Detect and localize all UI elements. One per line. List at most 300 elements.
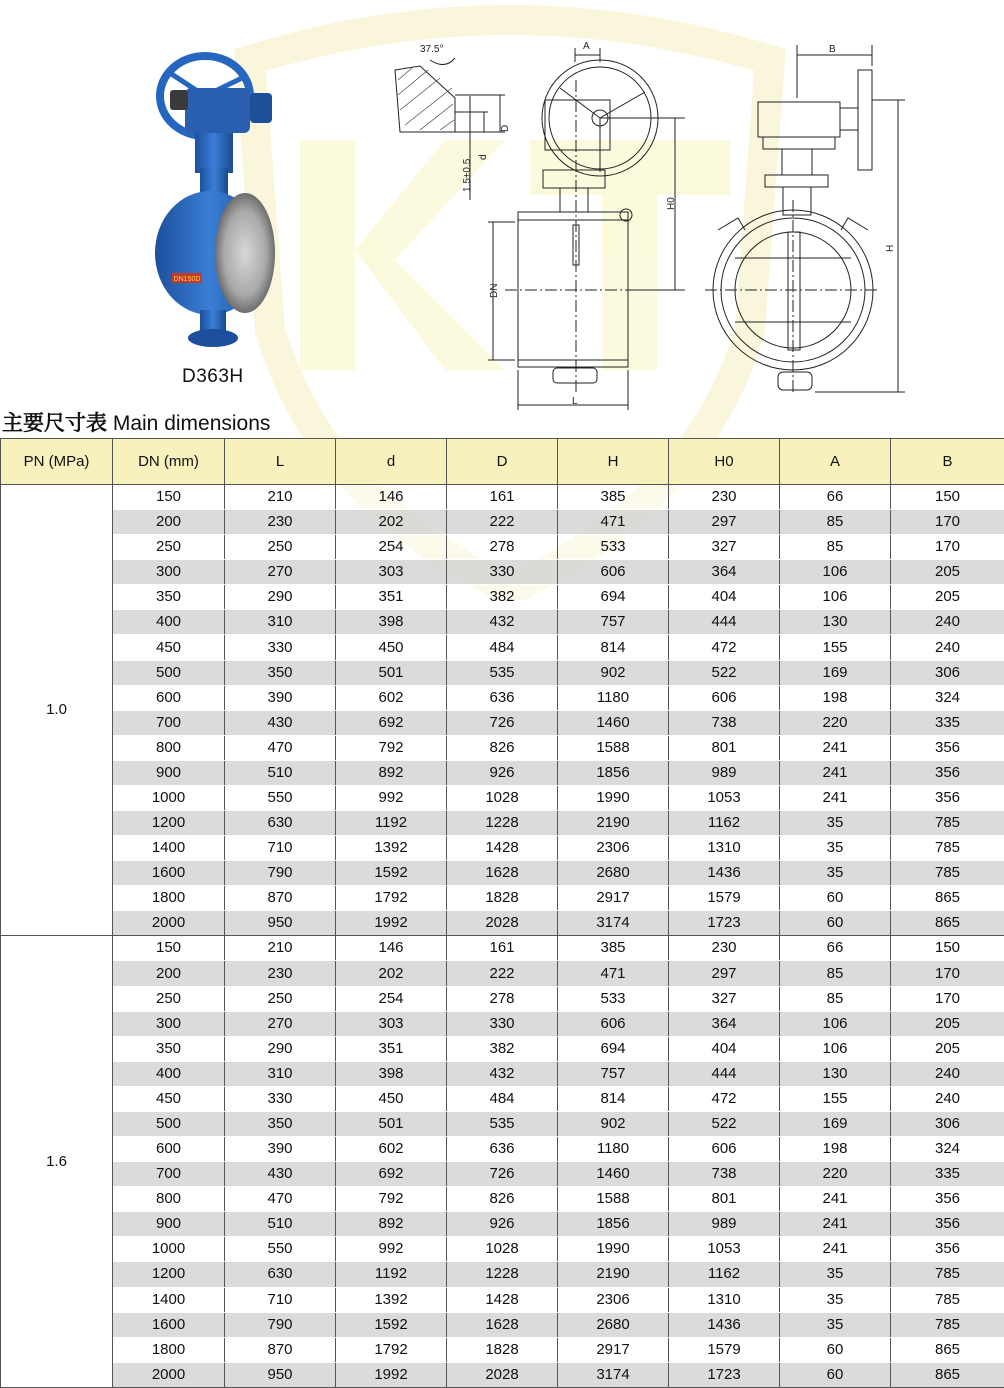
table-cell: 60 [780, 1362, 891, 1387]
table-cell: 85 [780, 510, 891, 535]
table-row [1, 986, 1004, 1011]
table-cell: 1856 [558, 1212, 669, 1237]
table-cell: 202 [336, 510, 447, 535]
table-cell: 471 [558, 510, 669, 535]
table-cell: 85 [780, 986, 891, 1011]
table-cell: 364 [669, 560, 780, 585]
drawing-label-b: B [829, 44, 836, 55]
table-row [1, 785, 1004, 810]
table-cell: 297 [669, 961, 780, 986]
table-cell: 692 [336, 1162, 447, 1187]
table-row [1, 1036, 1004, 1061]
table-row [1, 660, 1004, 685]
table-cell: 155 [780, 1086, 891, 1111]
table-cell: 602 [336, 685, 447, 710]
table-cell: 210 [225, 936, 336, 961]
table-cell: 222 [447, 961, 558, 986]
table-cell: 501 [336, 1111, 447, 1136]
table-cell: 1588 [558, 1187, 669, 1212]
table-cell: 989 [669, 760, 780, 785]
table-cell: 1992 [336, 1362, 447, 1387]
table-cell: 150 [113, 936, 225, 961]
table-cell: 1228 [447, 1262, 558, 1287]
table-cell: 351 [336, 1036, 447, 1061]
table-cell: 2680 [558, 861, 669, 886]
table-row [1, 560, 1004, 585]
table-cell: 1310 [669, 1287, 780, 1312]
table-cell: 606 [558, 1011, 669, 1036]
table-cell: 222 [447, 510, 558, 535]
table-row [1, 735, 1004, 760]
table-cell: 350 [113, 585, 225, 610]
table-cell: 950 [225, 1362, 336, 1387]
table-cell: 200 [113, 510, 225, 535]
table-cell: 700 [113, 710, 225, 735]
table-row [1, 1287, 1004, 1312]
table-cell: 738 [669, 1162, 780, 1187]
table-cell: 1600 [113, 861, 225, 886]
table-header-row [1, 439, 1004, 485]
table-cell: 290 [225, 585, 336, 610]
table-cell: 450 [113, 1086, 225, 1111]
table-cell: 241 [780, 785, 891, 810]
table-cell: 484 [447, 1086, 558, 1111]
table-cell: 241 [780, 1187, 891, 1212]
table-cell: 385 [558, 485, 669, 510]
table-cell: 522 [669, 1111, 780, 1136]
table-cell: 306 [891, 660, 1004, 685]
column-header: PN (MPa) [1, 439, 113, 485]
table-cell: 350 [225, 660, 336, 685]
table-cell: 169 [780, 1111, 891, 1136]
table-cell: 198 [780, 1137, 891, 1162]
table-cell: 66 [780, 936, 891, 961]
table-row [1, 1086, 1004, 1111]
table-cell: 2306 [558, 1287, 669, 1312]
table-cell: 161 [447, 936, 558, 961]
table-cell: 792 [336, 1187, 447, 1212]
table-row [1, 886, 1004, 911]
dimensions-table [0, 438, 1004, 1388]
table-cell: 1628 [447, 1312, 558, 1337]
table-row [1, 1337, 1004, 1362]
table-cell: 470 [225, 735, 336, 760]
table-cell: 430 [225, 1162, 336, 1187]
table-cell: 692 [336, 710, 447, 735]
table-cell: 240 [891, 635, 1004, 660]
table-cell: 2028 [447, 911, 558, 936]
table-row [1, 836, 1004, 861]
table-cell: 1180 [558, 1137, 669, 1162]
table-cell: 892 [336, 1212, 447, 1237]
table-cell: 430 [225, 710, 336, 735]
table-cell: 60 [780, 911, 891, 936]
table-cell: 327 [669, 535, 780, 560]
table-cell: 1792 [336, 1337, 447, 1362]
table-row [1, 1187, 1004, 1212]
table-cell: 398 [336, 610, 447, 635]
table-cell: 900 [113, 1212, 225, 1237]
table-cell: 35 [780, 1287, 891, 1312]
table-cell: 710 [225, 1287, 336, 1312]
table-cell: 400 [113, 1061, 225, 1086]
table-row [1, 585, 1004, 610]
table-cell: 297 [669, 510, 780, 535]
table-cell: 254 [336, 535, 447, 560]
table-cell: 241 [780, 1212, 891, 1237]
table-cell: 356 [891, 735, 1004, 760]
table-cell: 200 [113, 961, 225, 986]
table-cell: 926 [447, 1212, 558, 1237]
table-cell: 472 [669, 1086, 780, 1111]
table-cell: 801 [669, 1187, 780, 1212]
table-cell: 155 [780, 635, 891, 660]
table-cell: 150 [891, 485, 1004, 510]
drawing-label-h0: H0 [666, 197, 677, 210]
table-cell: 66 [780, 485, 891, 510]
table-cell: 170 [891, 535, 1004, 560]
table-cell: 814 [558, 1086, 669, 1111]
table-cell: 205 [891, 585, 1004, 610]
table-row [1, 1061, 1004, 1086]
table-cell: 356 [891, 1187, 1004, 1212]
table-cell: 324 [891, 1137, 1004, 1162]
column-header: L [225, 439, 336, 485]
table-cell: 2190 [558, 811, 669, 836]
drawing-label-small-d: d [478, 154, 489, 160]
table-row [1, 610, 1004, 635]
table-cell: 785 [891, 1287, 1004, 1312]
column-header: D [447, 439, 558, 485]
valve-photo [150, 48, 285, 358]
table-cell: 250 [225, 535, 336, 560]
table-cell: 636 [447, 685, 558, 710]
table-cell: 106 [780, 1011, 891, 1036]
table-cell: 169 [780, 660, 891, 685]
table-cell: 230 [669, 936, 780, 961]
table-cell: 240 [891, 610, 1004, 635]
table-cell: 450 [336, 1086, 447, 1111]
table-cell: 636 [447, 1137, 558, 1162]
table-cell: 1436 [669, 1312, 780, 1337]
table-row [1, 1137, 1004, 1162]
table-cell: 471 [558, 961, 669, 986]
table-row [1, 1262, 1004, 1287]
table-row [1, 1212, 1004, 1237]
table-cell: 198 [780, 685, 891, 710]
table-cell: 356 [891, 785, 1004, 810]
table-cell: 785 [891, 861, 1004, 886]
table-cell: 1723 [669, 911, 780, 936]
table-cell: 1028 [447, 1237, 558, 1262]
table-cell: 1600 [113, 1312, 225, 1337]
table-cell: 726 [447, 710, 558, 735]
table-cell: 202 [336, 961, 447, 986]
table-row [1, 961, 1004, 986]
table-cell: 161 [447, 485, 558, 510]
drawing-label-h: H [885, 244, 896, 252]
table-cell: 1200 [113, 811, 225, 836]
table-cell: 989 [669, 1212, 780, 1237]
table-cell: 1192 [336, 811, 447, 836]
table-cell: 2000 [113, 1362, 225, 1387]
table-cell: 1579 [669, 886, 780, 911]
drawing-label-big-d: D [500, 124, 511, 132]
pn-cell: 1.6 [1, 936, 113, 1388]
table-cell: 356 [891, 1212, 1004, 1237]
table-cell: 3174 [558, 911, 669, 936]
table-cell: 35 [780, 1262, 891, 1287]
table-row [1, 861, 1004, 886]
table-cell: 106 [780, 560, 891, 585]
table-cell: 865 [891, 1337, 1004, 1362]
table-cell: 35 [780, 811, 891, 836]
table-cell: 606 [669, 1137, 780, 1162]
table-cell: 230 [225, 961, 336, 986]
table-cell: 205 [891, 560, 1004, 585]
table-cell: 710 [225, 836, 336, 861]
table-cell: 1200 [113, 1262, 225, 1287]
table-cell: 60 [780, 886, 891, 911]
table-cell: 356 [891, 760, 1004, 785]
column-header: d [336, 439, 447, 485]
table-cell: 1460 [558, 1162, 669, 1187]
table-cell: 1162 [669, 1262, 780, 1287]
table-cell: 351 [336, 585, 447, 610]
table-cell: 432 [447, 1061, 558, 1086]
table-cell: 785 [891, 1262, 1004, 1287]
table-cell: 205 [891, 1011, 1004, 1036]
table-cell: 1192 [336, 1262, 447, 1287]
table-cell: 865 [891, 886, 1004, 911]
table-cell: 390 [225, 685, 336, 710]
table-cell: 330 [447, 1011, 558, 1036]
table-cell: 1162 [669, 811, 780, 836]
table-cell: 230 [669, 485, 780, 510]
table-cell: 1592 [336, 861, 447, 886]
table-cell: 270 [225, 1011, 336, 1036]
table-cell: 522 [669, 660, 780, 685]
drawing-label-a: A [583, 41, 590, 52]
table-row [1, 1011, 1004, 1036]
table-cell: 1460 [558, 710, 669, 735]
table-cell: 1428 [447, 1287, 558, 1312]
table-cell: 1436 [669, 861, 780, 886]
table-row [1, 1237, 1004, 1262]
table-cell: 2680 [558, 1312, 669, 1337]
table-cell: 330 [225, 1086, 336, 1111]
table-cell: 602 [336, 1137, 447, 1162]
table-cell: 694 [558, 585, 669, 610]
table-cell: 785 [891, 1312, 1004, 1337]
table-row [1, 685, 1004, 710]
table-cell: 404 [669, 585, 780, 610]
table-cell: 1310 [669, 836, 780, 861]
column-header: H0 [669, 439, 780, 485]
table-cell: 1028 [447, 785, 558, 810]
table-cell: 1990 [558, 1237, 669, 1262]
table-cell: 1990 [558, 785, 669, 810]
column-header: H [558, 439, 669, 485]
table-row [1, 485, 1004, 510]
table-cell: 1392 [336, 836, 447, 861]
table-cell: 310 [225, 610, 336, 635]
table-cell: 792 [336, 735, 447, 760]
table-cell: 241 [780, 735, 891, 760]
table-cell: 826 [447, 1187, 558, 1212]
table-cell: 757 [558, 610, 669, 635]
table-cell: 350 [225, 1111, 336, 1136]
table-body [1, 485, 1004, 1388]
table-cell: 330 [225, 635, 336, 660]
table-cell: 306 [891, 1111, 1004, 1136]
table-cell: 1800 [113, 886, 225, 911]
table-cell: 300 [113, 1011, 225, 1036]
table-cell: 170 [891, 986, 1004, 1011]
drawing-label-l: L [572, 396, 578, 407]
table-cell: 146 [336, 936, 447, 961]
table-cell: 870 [225, 1337, 336, 1362]
table-cell: 60 [780, 1337, 891, 1362]
column-header: DN (mm) [113, 439, 225, 485]
table-cell: 501 [336, 660, 447, 685]
table-row [1, 535, 1004, 560]
table-cell: 1723 [669, 1362, 780, 1387]
model-label: D363H [182, 366, 244, 387]
table-cell: 902 [558, 660, 669, 685]
section-title-en: Main dimensions [112, 412, 271, 435]
table-cell: 1400 [113, 1287, 225, 1312]
table-cell: 950 [225, 911, 336, 936]
table-cell: 382 [447, 585, 558, 610]
table-cell: 278 [447, 986, 558, 1011]
table-cell: 1828 [447, 886, 558, 911]
table-cell: 757 [558, 1061, 669, 1086]
table-row [1, 510, 1004, 535]
table-row [1, 760, 1004, 785]
table-row [1, 710, 1004, 735]
section-title [2, 407, 270, 437]
table-cell: 1592 [336, 1312, 447, 1337]
table-cell: 390 [225, 1137, 336, 1162]
table-cell: 606 [669, 685, 780, 710]
table-cell: 450 [113, 635, 225, 660]
table-cell: 130 [780, 610, 891, 635]
table-cell: 385 [558, 936, 669, 961]
section-title-cn: 主要尺寸表 [2, 411, 107, 435]
table-cell: 220 [780, 710, 891, 735]
table-cell: 900 [113, 760, 225, 785]
table-cell: 335 [891, 1162, 1004, 1187]
table-cell: 35 [780, 861, 891, 886]
table-cell: 85 [780, 535, 891, 560]
table-cell: 303 [336, 1011, 447, 1036]
table-cell: 106 [780, 1036, 891, 1061]
table-cell: 330 [447, 560, 558, 585]
table-cell: 310 [225, 1061, 336, 1086]
table-cell: 533 [558, 986, 669, 1011]
table-cell: 630 [225, 811, 336, 836]
table-cell: 205 [891, 1036, 1004, 1061]
table-cell: 35 [780, 836, 891, 861]
table-cell: 150 [891, 936, 1004, 961]
table-row [1, 936, 1004, 961]
table-cell: 35 [780, 1312, 891, 1337]
table-cell: 290 [225, 1036, 336, 1061]
table-cell: 1053 [669, 1237, 780, 1262]
table-cell: 550 [225, 1237, 336, 1262]
table-cell: 535 [447, 1111, 558, 1136]
table-cell: 1588 [558, 735, 669, 760]
nameplate-text: DN150D [173, 276, 201, 283]
table-cell: 472 [669, 635, 780, 660]
table-cell: 1856 [558, 760, 669, 785]
table-row [1, 1362, 1004, 1387]
table-cell: 726 [447, 1162, 558, 1187]
table-cell: 700 [113, 1162, 225, 1187]
table-row [1, 635, 1004, 660]
table-cell: 870 [225, 886, 336, 911]
table-cell: 1400 [113, 836, 225, 861]
table-cell: 926 [447, 760, 558, 785]
table-cell: 327 [669, 986, 780, 1011]
table-cell: 550 [225, 785, 336, 810]
table-cell: 606 [558, 560, 669, 585]
table-cell: 785 [891, 836, 1004, 861]
table-cell: 3174 [558, 1362, 669, 1387]
table-cell: 250 [113, 986, 225, 1011]
table-cell: 790 [225, 861, 336, 886]
table-cell: 500 [113, 1111, 225, 1136]
table-cell: 404 [669, 1036, 780, 1061]
table-cell: 1180 [558, 685, 669, 710]
table-cell: 2000 [113, 911, 225, 936]
table-cell: 865 [891, 1362, 1004, 1387]
table-cell: 800 [113, 735, 225, 760]
table-row [1, 811, 1004, 836]
drawing-label-dn: DN [489, 283, 500, 298]
table-cell: 432 [447, 610, 558, 635]
table-cell: 600 [113, 1137, 225, 1162]
table-row [1, 1312, 1004, 1337]
column-header: B [891, 439, 1004, 485]
table-cell: 630 [225, 1262, 336, 1287]
table-row [1, 1111, 1004, 1136]
table-cell: 350 [113, 1036, 225, 1061]
table-cell: 170 [891, 510, 1004, 535]
table-cell: 814 [558, 635, 669, 660]
table-cell: 220 [780, 1162, 891, 1187]
table-cell: 400 [113, 610, 225, 635]
table-cell: 324 [891, 685, 1004, 710]
table-cell: 450 [336, 635, 447, 660]
table-cell: 902 [558, 1111, 669, 1136]
table-cell: 150 [113, 485, 225, 510]
table-cell: 444 [669, 1061, 780, 1086]
table-cell: 85 [780, 961, 891, 986]
table-cell: 241 [780, 760, 891, 785]
table-cell: 600 [113, 685, 225, 710]
table-cell: 2917 [558, 1337, 669, 1362]
table-cell: 826 [447, 735, 558, 760]
table-cell: 992 [336, 1237, 447, 1262]
table-cell: 2306 [558, 836, 669, 861]
table-cell: 230 [225, 510, 336, 535]
table-cell: 2028 [447, 1362, 558, 1387]
table-cell: 250 [113, 535, 225, 560]
table-cell: 356 [891, 1237, 1004, 1262]
table-cell: 106 [780, 585, 891, 610]
